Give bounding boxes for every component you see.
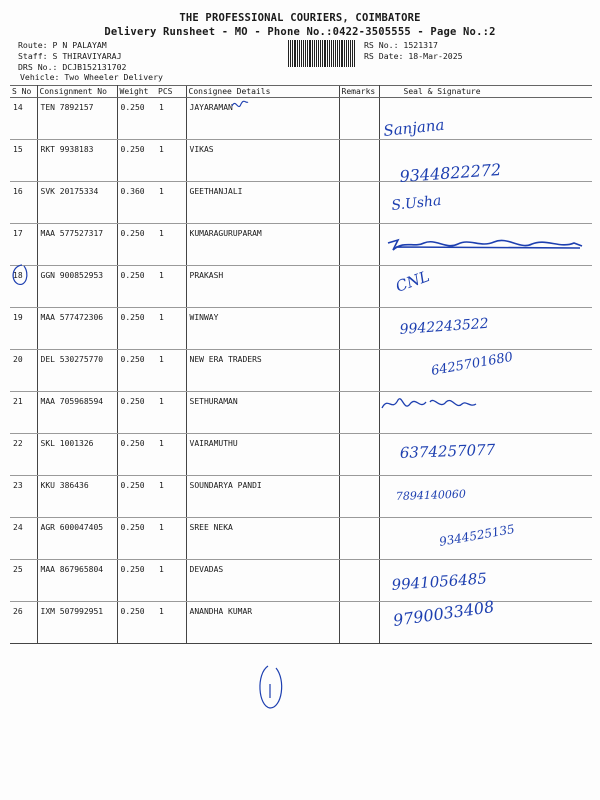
- signature-cell: [379, 392, 592, 434]
- sno-cell: 18: [10, 266, 37, 308]
- weight-cell: 0.250: [117, 140, 156, 182]
- consignee-cell: WINWAY: [186, 308, 339, 350]
- table-row: [10, 350, 592, 392]
- table-row: [10, 266, 592, 308]
- staff-label: Staff: S THIRAVIYARAJ: [18, 51, 122, 61]
- col-header-consignment: Consignment No: [37, 86, 117, 98]
- remarks-cell: [339, 224, 379, 266]
- barcode-bar: [329, 40, 330, 67]
- barcode-bar: [354, 40, 355, 67]
- barcode-bar: [318, 40, 319, 67]
- signature-cell: [379, 98, 592, 140]
- col-header-sno: S No: [10, 86, 37, 98]
- consignment-no-cell: MAA 577527317: [37, 224, 117, 266]
- pcs-cell: 1: [156, 350, 186, 392]
- pcs-cell: 1: [156, 308, 186, 350]
- signature-cell: [379, 476, 592, 518]
- consignment-no-cell: DEL 530275770: [37, 350, 117, 392]
- consignee-cell: VIKAS: [186, 140, 339, 182]
- pcs-cell: 1: [156, 434, 186, 476]
- signature-cell: [379, 350, 592, 392]
- consignment-no-cell: SVK 20175334: [37, 182, 117, 224]
- remarks-cell: [339, 434, 379, 476]
- remarks-cell: [339, 350, 379, 392]
- consignment-no-cell: IXM 507992951: [37, 602, 117, 644]
- col-header-remarks: Remarks: [339, 86, 379, 98]
- barcode-bar: [344, 40, 345, 67]
- remarks-cell: [339, 98, 379, 140]
- consignment-no-cell: SKL 1001326: [37, 434, 117, 476]
- weight-cell: 0.250: [117, 350, 156, 392]
- signature-18: CNL: [393, 267, 432, 296]
- pcs-cell: 1: [156, 476, 186, 518]
- barcode-bar: [352, 40, 353, 67]
- remarks-cell: [339, 266, 379, 308]
- company-title: THE PROFESSIONAL COURIERS, COIMBATORE: [179, 12, 421, 24]
- signature-cell: [379, 140, 592, 182]
- signature-cell: [379, 182, 592, 224]
- barcode-bar: [322, 40, 323, 67]
- pcs-cell: 1: [156, 140, 186, 182]
- signature-22: 6374257077: [399, 440, 496, 462]
- signature-14: Sanjana: [382, 115, 446, 140]
- table-row: [10, 140, 592, 182]
- barcode-bar: [339, 40, 340, 67]
- signature-15: 9344822272: [398, 159, 502, 186]
- sno-cell: 22: [10, 434, 37, 476]
- rs-number: RS No.: 1521317: [364, 40, 438, 50]
- pcs-cell: 1: [156, 98, 186, 140]
- barcode-bar: [303, 40, 304, 67]
- weight-cell: 0.250: [117, 518, 156, 560]
- sno-cell: 19: [10, 308, 37, 350]
- signature-19: 9942243522: [399, 315, 490, 338]
- barcode-bar: [294, 40, 296, 67]
- weight-cell: 0.360: [117, 182, 156, 224]
- consignee-cell: NEW ERA TRADERS: [186, 350, 339, 392]
- route-label: Route: P N PALAYAM: [18, 40, 107, 50]
- sno-cell: 20: [10, 350, 37, 392]
- consignee-cell: PRAKASH: [186, 266, 339, 308]
- signature-23: 7894140060: [395, 487, 467, 503]
- barcode-bar: [346, 40, 347, 67]
- barcode-bar: [316, 40, 317, 67]
- consignee-cell: SREE NEKA: [186, 518, 339, 560]
- vehicle-label: Vehicle: Two Wheeler Delivery: [20, 72, 163, 82]
- barcode-bar: [337, 40, 338, 67]
- pcs-cell: 1: [156, 602, 186, 644]
- weight-cell: 0.250: [117, 560, 156, 602]
- weight-cell: 0.250: [117, 308, 156, 350]
- pcs-cell: 1: [156, 392, 186, 434]
- weight-cell: 0.250: [117, 476, 156, 518]
- remarks-cell: [339, 308, 379, 350]
- weight-cell: 0.250: [117, 224, 156, 266]
- consignee-cell: VAIRAMUTHU: [186, 434, 339, 476]
- signature-cell: [379, 602, 592, 644]
- remarks-cell: [339, 560, 379, 602]
- barcode-bar: [297, 40, 298, 67]
- barcode-bar: [341, 40, 343, 67]
- table-row: [10, 560, 592, 602]
- weight-cell: 0.250: [117, 602, 156, 644]
- remarks-cell: [339, 602, 379, 644]
- barcode-bar: [309, 40, 311, 67]
- signature-cell: [379, 560, 592, 602]
- sno-cell: 23: [10, 476, 37, 518]
- remarks-cell: [339, 140, 379, 182]
- sno-cell: 16: [10, 182, 37, 224]
- consignment-no-cell: MAA 867965804: [37, 560, 117, 602]
- remarks-cell: [339, 182, 379, 224]
- barcode-bar: [331, 40, 332, 67]
- consignment-no-cell: AGR 600047405: [37, 518, 117, 560]
- col-header-weight: Weight: [117, 86, 156, 98]
- barcode-bar: [290, 40, 291, 67]
- barcode-bar: [292, 40, 293, 67]
- runsheet-table: [10, 85, 592, 644]
- table-row: [10, 98, 592, 140]
- barcode-bar: [350, 40, 351, 67]
- sno-cell: 24: [10, 518, 37, 560]
- signature-26: 9790033408: [391, 596, 496, 630]
- table-row: [10, 434, 592, 476]
- table-row: [10, 476, 592, 518]
- consignment-no-cell: GGN 900852953: [37, 266, 117, 308]
- consignee-cell: KUMARAGURUPARAM: [186, 224, 339, 266]
- signature-cell: [379, 434, 592, 476]
- pcs-cell: 1: [156, 560, 186, 602]
- signature-cell: [379, 266, 592, 308]
- barcode-bar: [312, 40, 313, 67]
- page-marker: [260, 666, 282, 708]
- barcode-bar: [327, 40, 328, 67]
- signature-16: S.Usha: [390, 192, 443, 214]
- barcode-bar: [307, 40, 308, 67]
- sno-cell: 25: [10, 560, 37, 602]
- pcs-cell: 1: [156, 518, 186, 560]
- barcode-bar: [333, 40, 334, 67]
- table-row: [10, 182, 592, 224]
- table-row: [10, 518, 592, 560]
- rs-date: RS Date: 18-Mar-2025: [364, 51, 463, 61]
- consignment-no-cell: KKU 386436: [37, 476, 117, 518]
- col-header-pcs: PCS: [156, 86, 186, 98]
- sno-cell: 14: [10, 98, 37, 140]
- weight-cell: 0.250: [117, 434, 156, 476]
- remarks-cell: [339, 518, 379, 560]
- table-row: [10, 602, 592, 644]
- barcode-bar: [314, 40, 315, 67]
- barcode-bar: [305, 40, 306, 67]
- table-header-row: [10, 86, 592, 98]
- signature-24: 9344525135: [438, 521, 516, 549]
- signature-cell: [379, 518, 592, 560]
- signature-cell: [379, 308, 592, 350]
- weight-cell: 0.250: [117, 266, 156, 308]
- consignee-cell: GEETHANJALI: [186, 182, 339, 224]
- consignee-cell: DEVADAS: [186, 560, 339, 602]
- sno-cell: 26: [10, 602, 37, 644]
- weight-cell: 0.250: [117, 392, 156, 434]
- sno-cell: 17: [10, 224, 37, 266]
- consignment-no-cell: MAA 577472306: [37, 308, 117, 350]
- barcode-bar: [348, 40, 349, 67]
- consignment-no-cell: MAA 705968594: [37, 392, 117, 434]
- sno-cell: 21: [10, 392, 37, 434]
- pcs-cell: 1: [156, 266, 186, 308]
- pcs-cell: 1: [156, 224, 186, 266]
- barcode-bar: [320, 40, 321, 67]
- consignee-cell: ANANDHA KUMAR: [186, 602, 339, 644]
- remarks-cell: [339, 392, 379, 434]
- consignment-no-cell: TEN 7892157: [37, 98, 117, 140]
- barcode: [288, 40, 356, 67]
- consignee-cell: SOUNDARYA PANDI: [186, 476, 339, 518]
- signature-20: 6425701680: [430, 349, 515, 379]
- remarks-cell: [339, 476, 379, 518]
- sno-cell: 15: [10, 140, 37, 182]
- consignment-no-cell: RKT 9938183: [37, 140, 117, 182]
- table-row: [10, 308, 592, 350]
- barcode-bar: [335, 40, 336, 67]
- consignee-cell: JAYARAMAN: [186, 98, 339, 140]
- col-header-consignee: Consignee Details: [186, 86, 339, 98]
- barcode-bar: [324, 40, 326, 67]
- barcode-bar: [299, 40, 300, 67]
- signature-25: 9941056485: [391, 569, 488, 594]
- col-header-signature: Seal & Signature: [379, 86, 592, 98]
- table-row: [10, 392, 592, 434]
- runsheet-title: Delivery Runsheet - MO - Phone No.:0422-3505555 - Page No.:2: [104, 26, 496, 38]
- barcode-bar: [301, 40, 302, 67]
- drs-label: DRS No.: DCJB152131702: [18, 62, 127, 72]
- table-row: [10, 224, 592, 266]
- barcode-bar: [288, 40, 289, 67]
- consignee-cell: SETHURAMAN: [186, 392, 339, 434]
- weight-cell: 0.250: [117, 98, 156, 140]
- pcs-cell: 1: [156, 182, 186, 224]
- signature-cell: [379, 224, 592, 266]
